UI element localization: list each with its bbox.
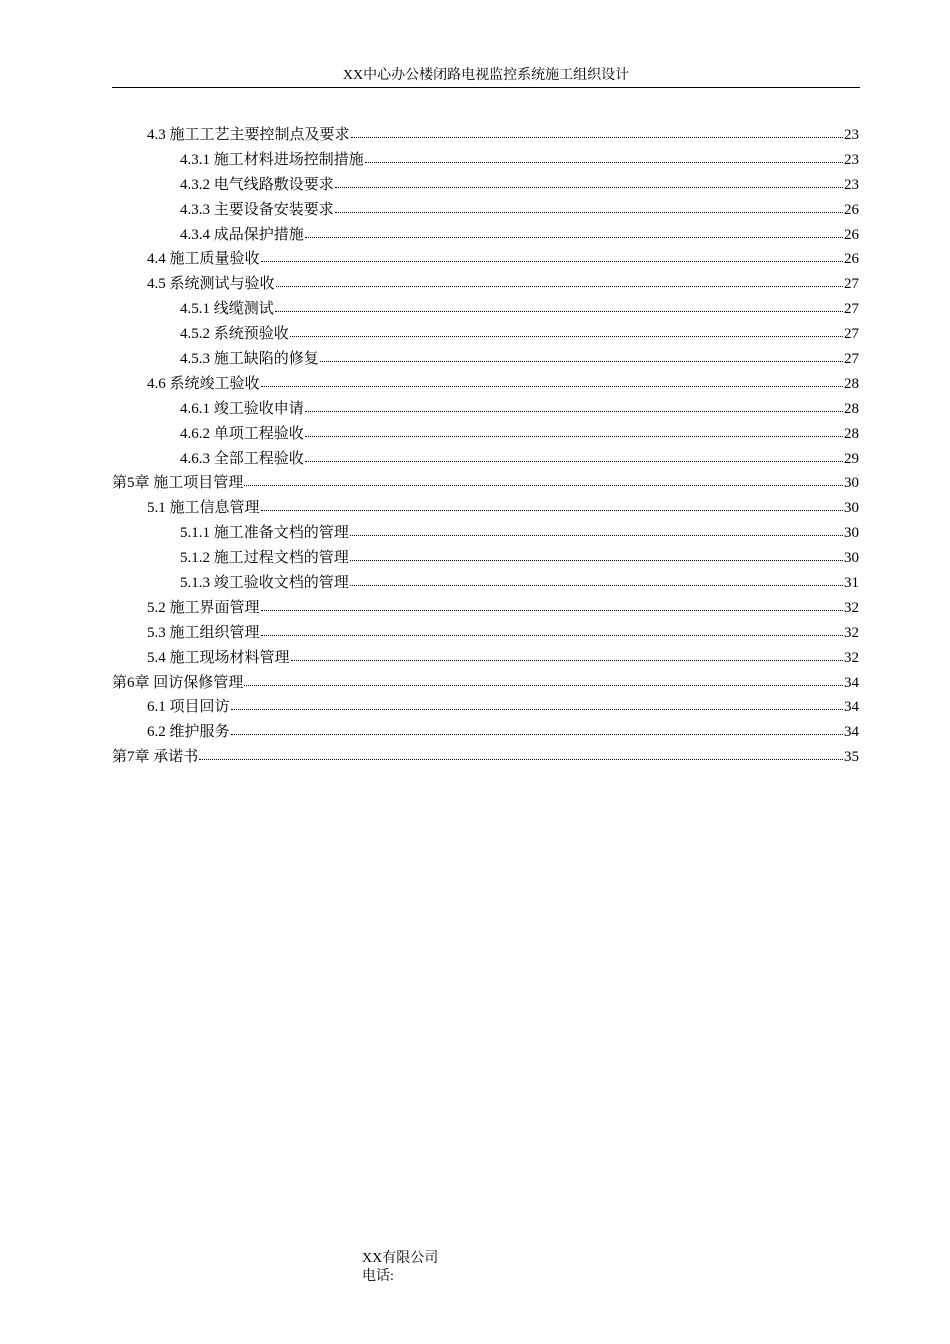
toc-entry[interactable] (112, 347, 859, 372)
footer-phone-label: 电话: (362, 1269, 394, 1284)
toc-entry[interactable] (112, 671, 859, 696)
toc-entry-page-number: 26 (844, 226, 859, 243)
toc-dot-leader (261, 623, 843, 637)
toc-entry-label: 5.2 施工界面管理 (147, 599, 260, 616)
toc-entry-label: 6.1 项目回访 (147, 699, 230, 716)
toc-entry[interactable] (112, 148, 859, 173)
toc-entry-label: 6.2 维护服务 (147, 724, 230, 741)
toc-entry-page-number: 30 (844, 550, 859, 567)
toc-entry-label: 5.4 施工现场材料管理 (147, 649, 290, 666)
toc-entry-page-number: 29 (844, 450, 859, 467)
toc-entry-label: 4.6.2 单项工程验收 (180, 425, 304, 442)
toc-dot-leader (350, 523, 843, 537)
toc-entry-page-number: 30 (844, 500, 859, 517)
toc-entry-page-number: 27 (844, 276, 859, 293)
toc-entry[interactable] (112, 646, 859, 671)
toc-entry-page-number: 32 (844, 599, 859, 616)
toc-entry-page-number: 28 (844, 375, 859, 392)
toc-entry-page-number: 34 (844, 724, 859, 741)
toc-entry[interactable] (112, 123, 859, 148)
toc-entry-label: 第5章 施工项目管理 (112, 475, 244, 492)
toc-dot-leader (290, 324, 843, 338)
toc-entry-page-number: 30 (844, 475, 859, 492)
toc-dot-leader (350, 548, 843, 562)
toc-entry-label: 4.6.3 全部工程验收 (180, 450, 304, 467)
toc-entry-label: 4.5.1 线缆测试 (180, 301, 274, 318)
page-header-title: XX中心办公楼闭路电视监控系统施工组织设计 (342, 68, 630, 83)
toc-entry[interactable] (112, 695, 859, 720)
toc-dot-leader (305, 399, 843, 413)
toc-entry-page-number: 34 (844, 674, 859, 691)
footer-company: XX有限公司 (362, 1251, 439, 1266)
toc-entry-page-number: 23 (844, 127, 859, 143)
toc-entry[interactable] (112, 546, 859, 571)
toc-entry[interactable] (112, 223, 859, 248)
toc-entry-page-number: 27 (844, 301, 859, 318)
toc-dot-leader (275, 299, 843, 313)
toc-entry[interactable] (112, 447, 859, 472)
toc-entry[interactable] (112, 198, 859, 223)
toc-entry[interactable] (112, 621, 859, 646)
toc-entry[interactable] (112, 745, 859, 770)
toc-dot-leader (199, 747, 843, 761)
toc-dot-leader (320, 349, 843, 363)
toc-entry-page-number: 26 (844, 201, 859, 218)
toc-dot-leader (261, 598, 843, 612)
toc-dot-leader (350, 573, 843, 587)
toc-entry-page-number: 32 (844, 649, 859, 666)
toc-entry[interactable] (112, 496, 859, 521)
toc-dot-leader (305, 424, 843, 438)
toc-entry-label: 5.1.3 竣工验收文档的管理 (180, 575, 349, 592)
page-footer (362, 1250, 438, 1286)
toc-dot-leader (261, 374, 843, 388)
toc-dot-leader (276, 274, 843, 288)
toc-dot-leader (231, 697, 843, 711)
toc-entry-page-number: 27 (844, 351, 859, 368)
toc-entry[interactable] (112, 173, 859, 198)
toc-entry[interactable] (112, 272, 859, 297)
header-divider (112, 87, 860, 88)
toc-entry-page-number: 28 (844, 425, 859, 442)
toc-entry-label: 4.3.3 主要设备安装要求 (180, 201, 334, 218)
toc-entry-page-number: 23 (844, 151, 859, 168)
toc-entry[interactable] (112, 720, 859, 745)
toc-dot-leader (244, 673, 843, 687)
toc-entry-label: 5.1.2 施工过程文档的管理 (180, 550, 349, 567)
toc-dot-leader (335, 200, 843, 214)
table-of-contents (112, 123, 859, 770)
toc-entry-page-number: 30 (844, 525, 859, 542)
toc-entry-label: 4.6.1 竣工验收申请 (180, 400, 304, 417)
toc-dot-leader (335, 175, 843, 189)
toc-entry-label: 5.1 施工信息管理 (147, 500, 260, 517)
toc-entry[interactable] (112, 247, 859, 272)
toc-entry-label: 5.3 施工组织管理 (147, 624, 260, 641)
toc-dot-leader (365, 150, 843, 164)
toc-entry-label: 4.6 系统竣工验收 (147, 375, 260, 392)
toc-entry-label: 4.3.1 施工材料进场控制措施 (180, 151, 364, 168)
toc-entry-page-number: 34 (844, 699, 859, 716)
toc-entry[interactable] (112, 596, 859, 621)
toc-entry-label: 第7章 承诺书 (112, 749, 199, 766)
toc-dot-leader (261, 498, 843, 512)
toc-entry-page-number: 23 (844, 176, 859, 193)
toc-entry[interactable] (112, 422, 859, 447)
toc-entry[interactable] (112, 372, 859, 397)
toc-entry-label: 4.3.4 成品保护措施 (180, 226, 304, 243)
toc-entry-label: 4.5 系统测试与验收 (147, 276, 275, 293)
toc-entry-label: 4.3 施工工艺主要控制点及要求 (147, 127, 350, 143)
toc-entry-label: 4.5.2 系统预验收 (180, 326, 289, 343)
toc-dot-leader (305, 225, 843, 239)
toc-dot-leader (261, 249, 843, 263)
toc-dot-leader (291, 648, 843, 662)
toc-dot-leader (244, 473, 843, 487)
toc-entry-label: 4.4 施工质量验收 (147, 251, 260, 268)
toc-entry[interactable] (112, 297, 859, 322)
toc-entry-page-number: 32 (844, 624, 859, 641)
toc-entry[interactable] (112, 471, 859, 496)
toc-entry[interactable] (112, 397, 859, 422)
toc-entry[interactable] (112, 322, 859, 347)
toc-entry-label: 5.1.1 施工准备文档的管理 (180, 525, 349, 542)
toc-entry[interactable] (112, 571, 859, 596)
toc-entry-label: 第6章 回访保修管理 (112, 674, 244, 691)
toc-entry[interactable] (112, 521, 859, 546)
toc-entry-page-number: 28 (844, 400, 859, 417)
toc-dot-leader (305, 449, 843, 463)
toc-entry-page-number: 26 (844, 251, 859, 268)
toc-dot-leader (351, 125, 843, 139)
toc-dot-leader (231, 722, 843, 736)
toc-entry-page-number: 27 (844, 326, 859, 343)
toc-entry-page-number: 31 (844, 575, 859, 592)
toc-entry-label: 4.3.2 电气线路敷设要求 (180, 176, 334, 193)
toc-entry-label: 4.5.3 施工缺陷的修复 (180, 351, 319, 368)
toc-entry-page-number: 35 (844, 749, 859, 766)
